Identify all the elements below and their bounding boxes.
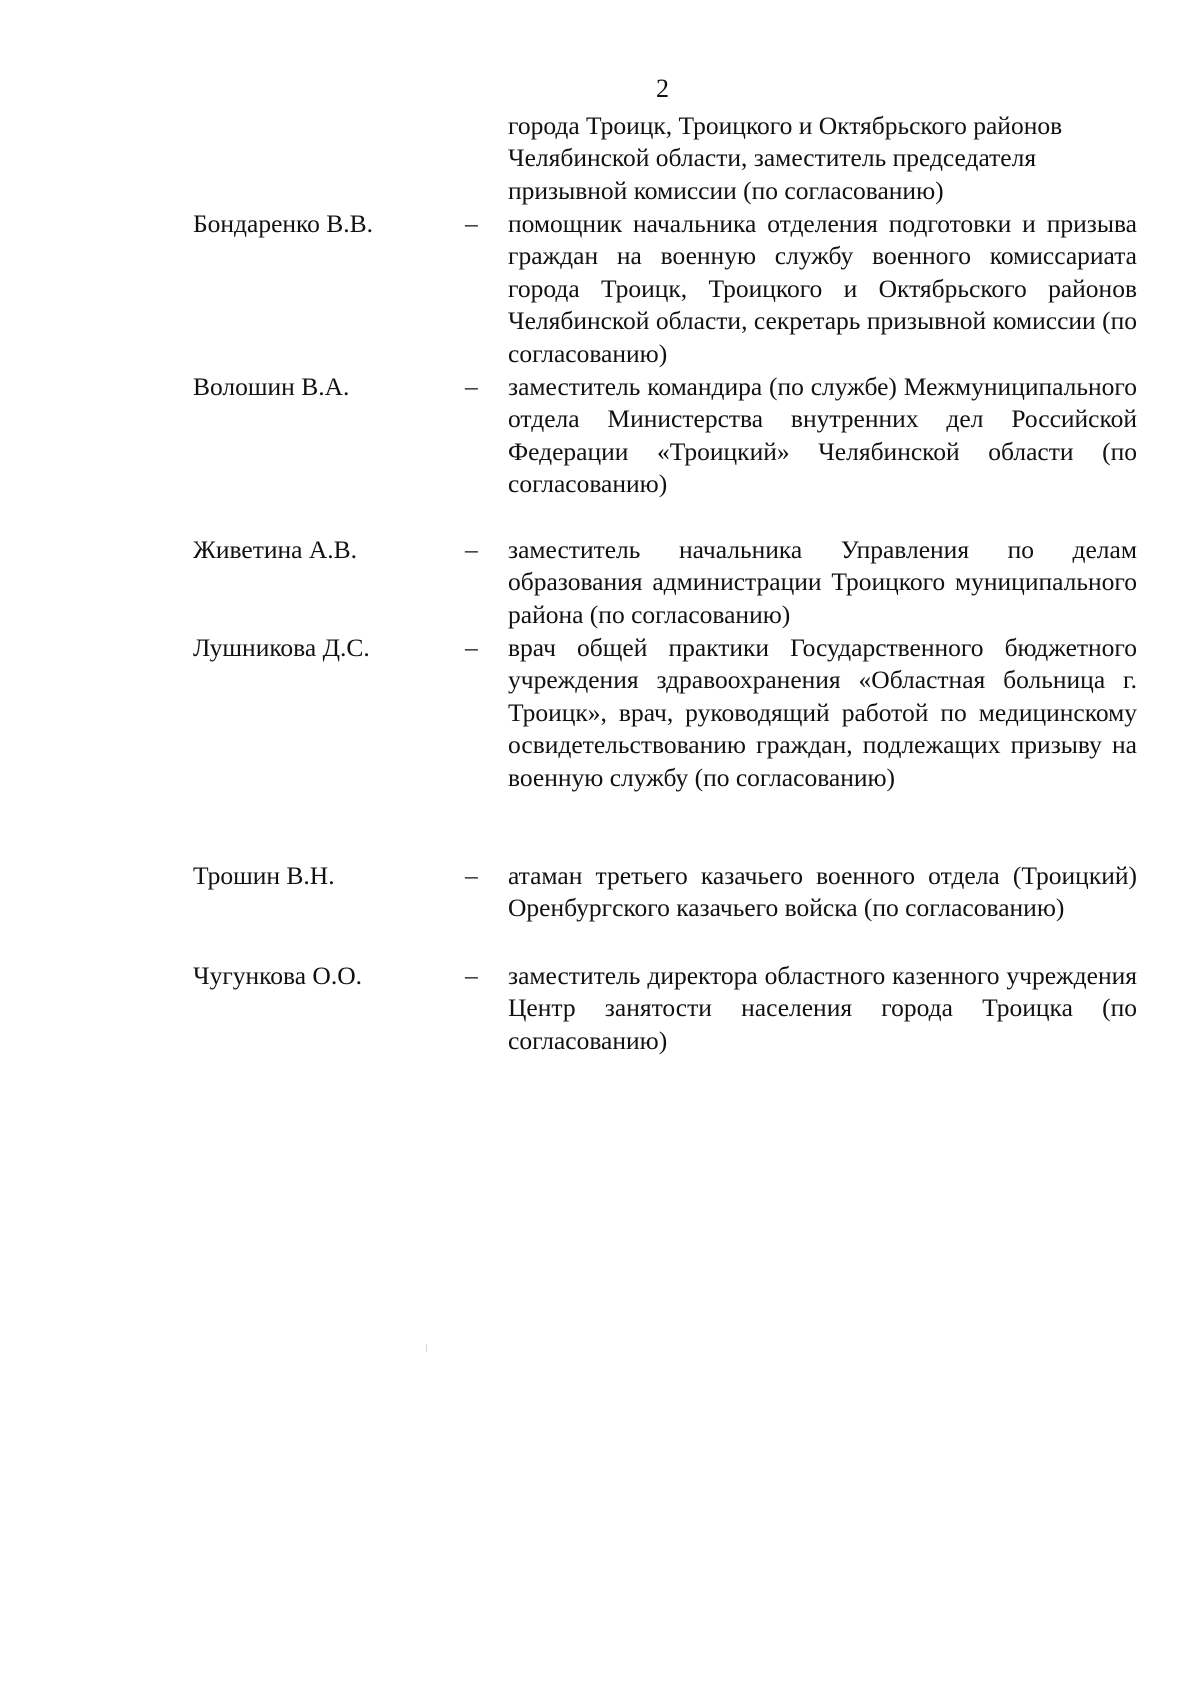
member-description: атаман третьего казачьего военного отдела (Троицкий) Оренбургского казачьего войска (по согласованию): [508, 861, 1137, 923]
member-description: заместитель командира (по службе) Межмуниципального отдела Министерства внутренних дел Российской Федерации «Троицкий» Челябинской области (по согласованию): [508, 372, 1137, 499]
continuation-text: города Троицк, Троицкого и Октябрьского районов Челябинской области, заместитель председателя призывной комиссии (по согласованию): [508, 111, 1063, 205]
member-dash: –: [465, 209, 478, 238]
member-description: помощник начальника отделения подготовки и призыва граждан на военную службу военного комиссариата города Троицк, Троицкого и Октябрьского районов Челябинской области, секретарь призывной комиссии (по согласованию): [508, 209, 1137, 368]
member-name: Чугункова О.О.: [193, 961, 362, 990]
member-dash: –: [465, 535, 478, 564]
scan-mark: [426, 1344, 427, 1352]
member-dash: –: [465, 372, 478, 401]
member-name: Трошин В.Н.: [193, 861, 335, 890]
member-dash: –: [465, 633, 478, 662]
member-description: врач общей практики Государственного бюджетного учреждения здравоохранения «Областная больница г. Троицк», врач, руководящий работой по медицинскому освидетельствованию граждан, подлежащих призыву на военную службу (по согласованию): [508, 633, 1137, 792]
member-name: Лушникова Д.С.: [193, 633, 370, 662]
member-dash: –: [465, 861, 478, 890]
member-name: Волошин В.А.: [193, 372, 350, 401]
member-description: заместитель директора областного казенного учреждения Центр занятости населения города Троицка (по согласованию): [508, 961, 1137, 1055]
page-number: 2: [656, 74, 669, 103]
member-description: заместитель начальника Управления по делам образования администрации Троицкого муниципального района (по согласованию): [508, 535, 1137, 629]
member-dash: –: [465, 961, 478, 990]
member-name: Бондаренко В.В.: [193, 209, 374, 238]
member-name: Живетина А.В.: [193, 535, 358, 564]
